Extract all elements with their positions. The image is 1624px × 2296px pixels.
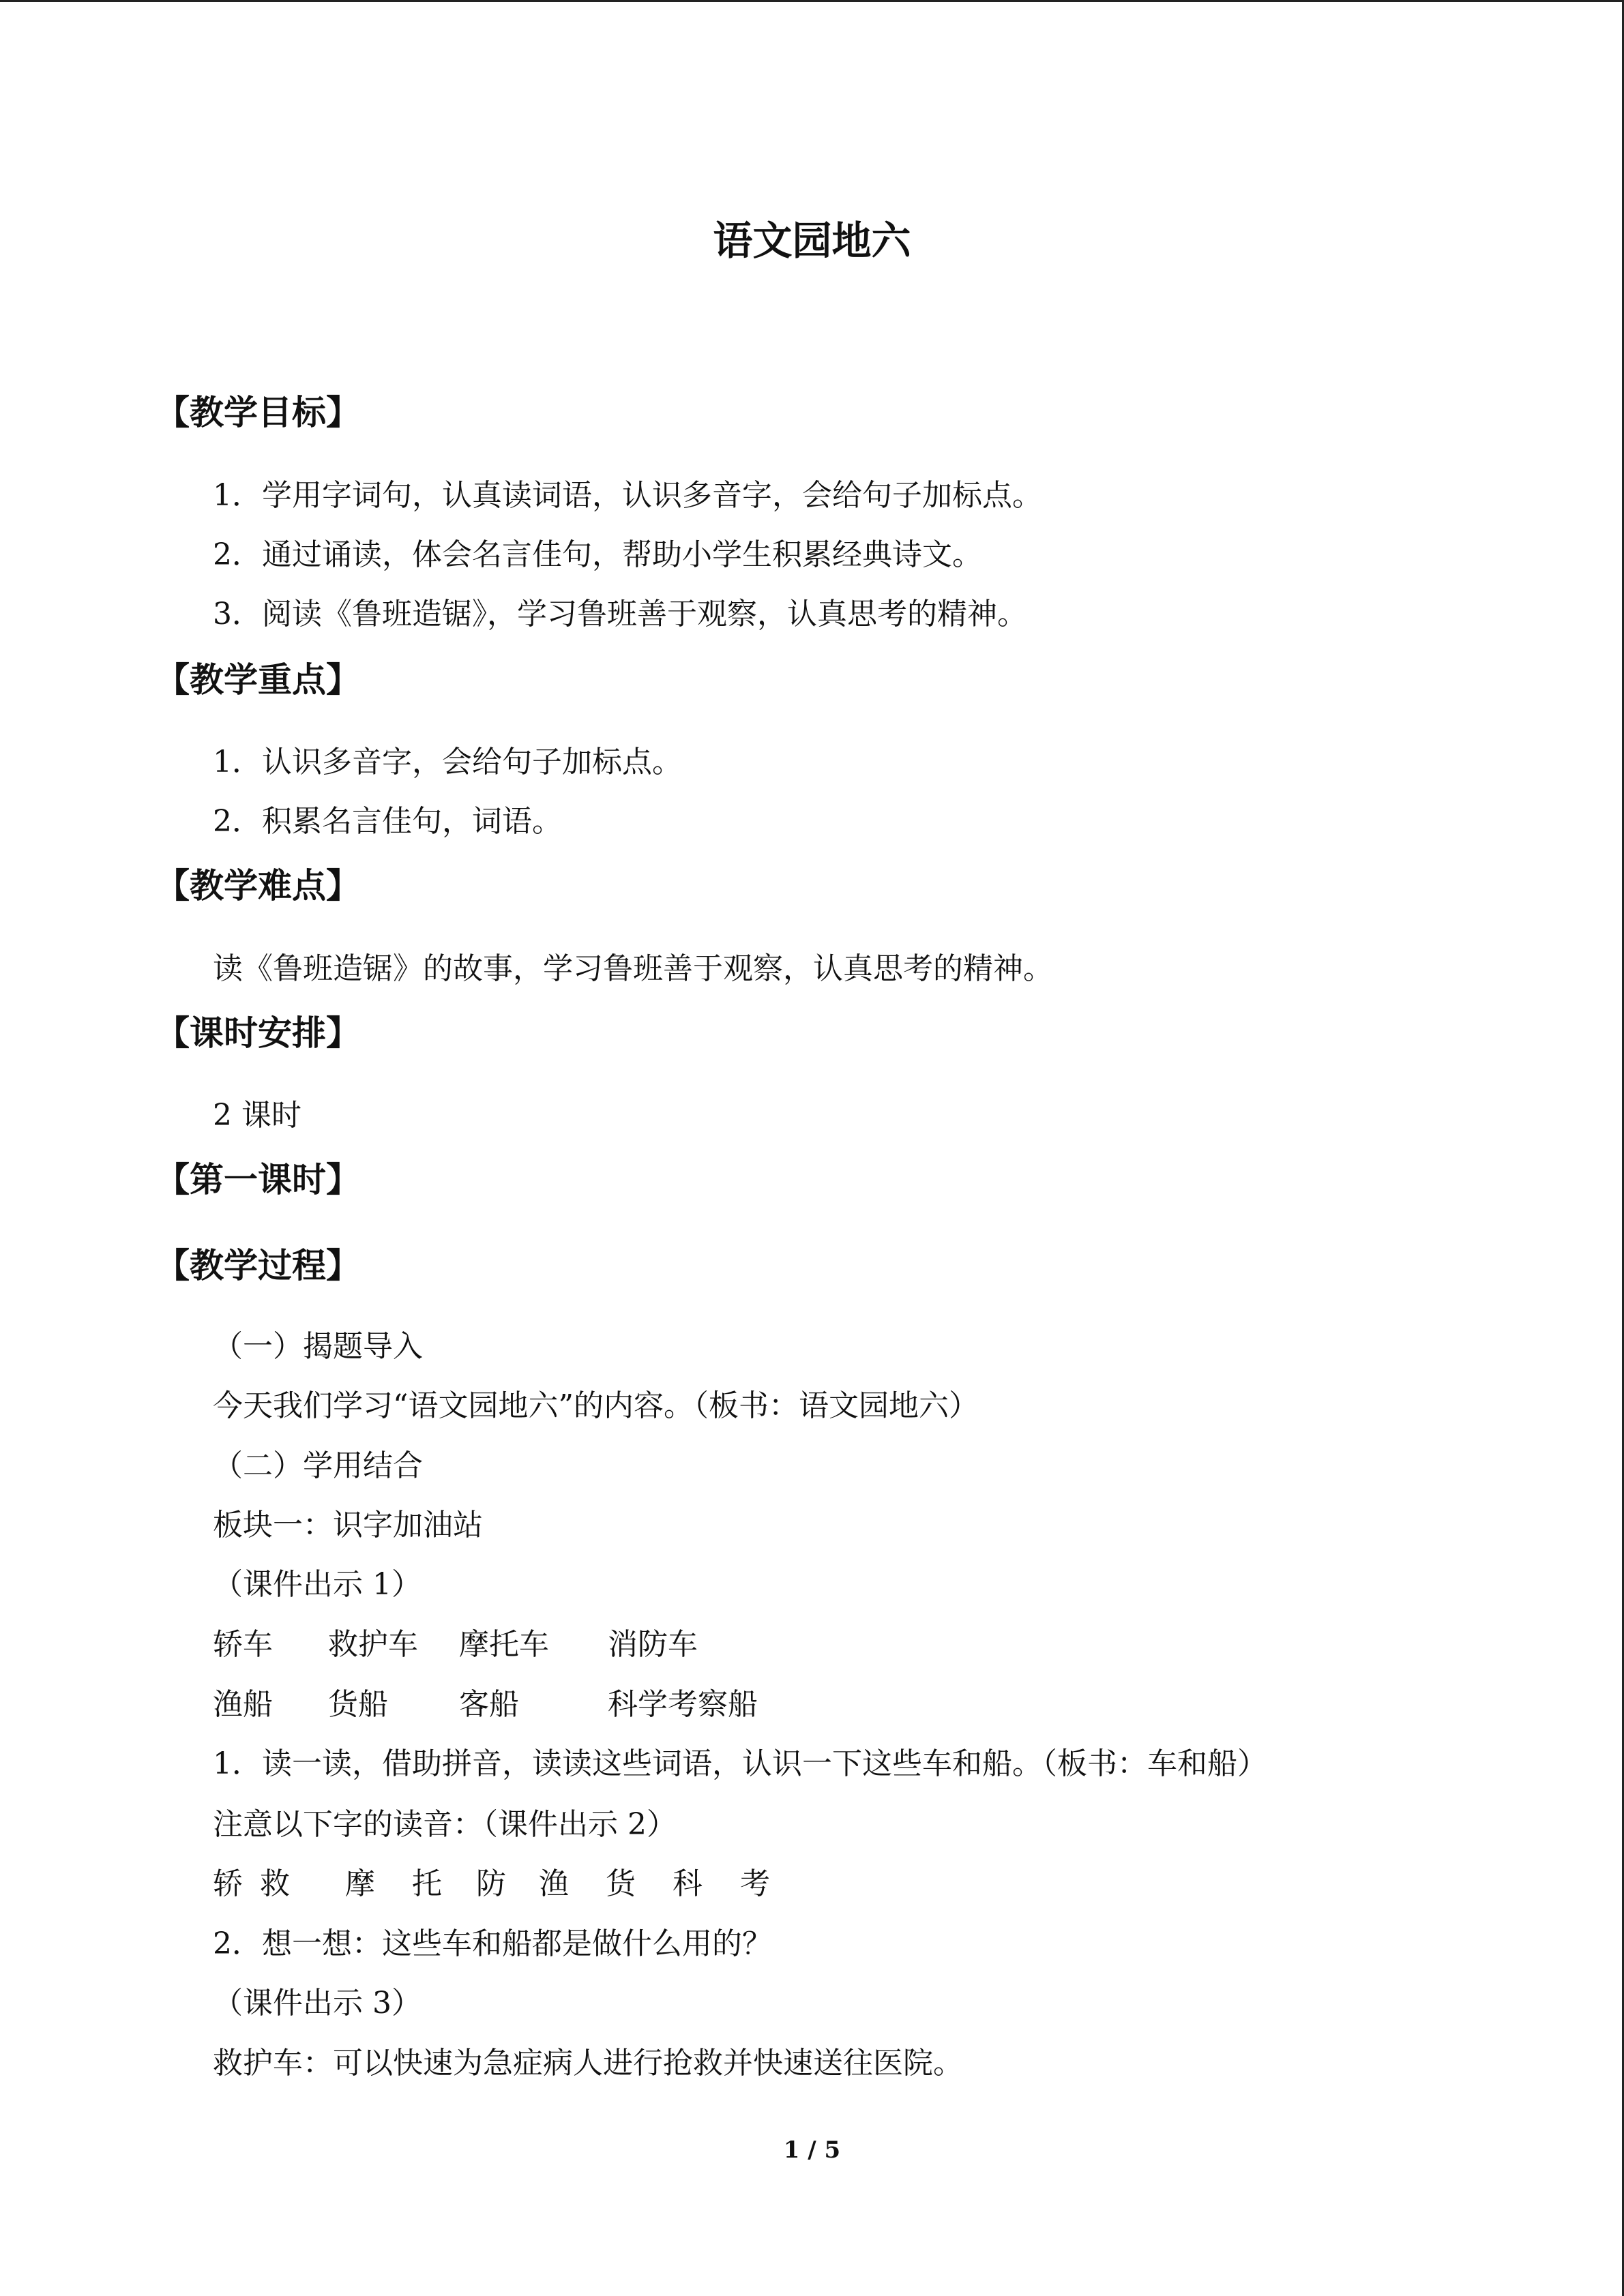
objective-item-3: 3．阅读《鲁班造锯》，学习鲁班善于观察，认真思考的精神。 — [213, 597, 1027, 631]
ambulance-description: 救护车：可以快速为急症病人进行抢救并快速送往医院。 — [213, 2046, 963, 2081]
char-item: 渔 — [539, 1866, 569, 1901]
heading-key-points: 【教学重点】 — [156, 659, 360, 700]
heading-objectives: 【教学目标】 — [156, 392, 360, 432]
schedule-text: 2 课时 — [213, 1098, 301, 1133]
char-item: 防 — [476, 1866, 506, 1901]
objective-item-1: 1．学用字词句，认真读词语，认识多音字，会给句子加标点。 — [213, 478, 1042, 513]
courseware-3: （课件出示 3） — [213, 1986, 422, 2021]
heading-process: 【教学过程】 — [156, 1245, 360, 1285]
heading-difficulties: 【教学难点】 — [156, 865, 360, 906]
ship-word: 货船 — [328, 1687, 388, 1722]
char-item: 托 — [412, 1866, 442, 1901]
difficulties-text: 读《鲁班造锯》的故事，学习鲁班善于观察，认真思考的精神。 — [213, 951, 1053, 986]
block1-title: 板块一：识字加油站 — [213, 1508, 483, 1542]
task-1: 1．读一读，借助拼音，读读这些词语，认识一下这些车和船。（板书：车和船） — [213, 1746, 1267, 1781]
page-title: 语文园地六 — [713, 218, 911, 264]
vehicle-word: 摩托车 — [459, 1627, 549, 1662]
step2-title: （二）学用结合 — [213, 1448, 423, 1483]
page-number: 1 / 5 — [783, 2136, 841, 2164]
char-item: 摩 — [345, 1866, 375, 1901]
heading-first-lesson: 【第一课时】 — [156, 1159, 360, 1199]
ship-word: 客船 — [459, 1687, 519, 1722]
char-item: 货 — [606, 1866, 636, 1901]
ship-word: 科学考察船 — [608, 1687, 758, 1722]
char-item: 救 — [260, 1866, 290, 1901]
char-item: 轿 — [213, 1866, 243, 1901]
pronunciation-note: 注意以下字的读音：（课件出示 2） — [213, 1807, 677, 1842]
heading-schedule: 【课时安排】 — [156, 1013, 360, 1053]
char-item: 考 — [740, 1866, 770, 1901]
key-point-item-1: 1．认识多音字，会给句子加标点。 — [213, 745, 682, 779]
vehicle-word: 轿车 — [213, 1627, 273, 1662]
objective-item-2: 2．通过诵读，体会名言佳句，帮助小学生积累经典诗文。 — [213, 537, 982, 572]
task-2: 2．想一想：这些车和船都是做什么用的？ — [213, 1926, 772, 1961]
char-item: 科 — [673, 1866, 703, 1901]
step1-title: （一）揭题导入 — [213, 1329, 423, 1364]
courseware-1: （课件出示 1） — [213, 1567, 422, 1602]
ship-word: 渔船 — [213, 1687, 273, 1722]
vehicle-word: 消防车 — [608, 1627, 698, 1662]
key-point-item-2: 2．积累名言佳句，词语。 — [213, 804, 562, 839]
vehicle-word: 救护车 — [328, 1627, 418, 1662]
page-border-top — [0, 0, 1624, 2]
step1-text: 今天我们学习“语文园地六”的内容。（板书：语文园地六） — [213, 1388, 979, 1423]
